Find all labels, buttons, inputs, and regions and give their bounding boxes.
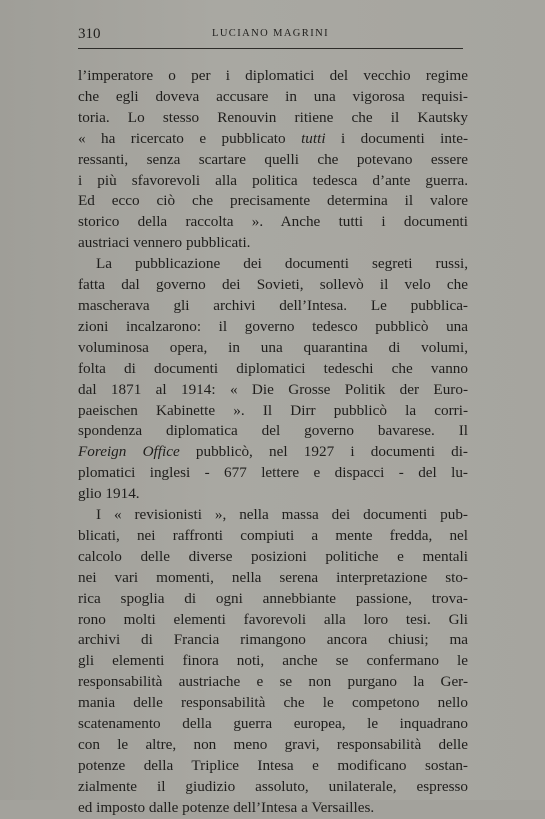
text-line bbox=[78, 777, 468, 798]
text-line bbox=[78, 756, 468, 777]
text-run: mania delle responsabilità che le competono nello bbox=[78, 694, 468, 712]
text-run: responsabilità austriache e se non purgano la Ger- bbox=[78, 673, 468, 691]
text-run: voluminosa opera, in una quarantina di volumi, bbox=[78, 338, 468, 356]
text-run: folta di documenti diplomatici tedeschi che vanno bbox=[78, 359, 468, 377]
italic-text: Foreign Office bbox=[78, 443, 180, 461]
paragraph bbox=[78, 505, 468, 819]
text-run: scatenamento della guerra europea, le inquadrano bbox=[78, 715, 468, 733]
text-run: « ha ricercato e pubblicato bbox=[78, 129, 302, 147]
text-line bbox=[78, 275, 468, 296]
text-line bbox=[78, 380, 468, 401]
text-line bbox=[78, 150, 468, 171]
text-line bbox=[78, 233, 468, 254]
text-run: Ed ecco ciò che precisamente determina il valore bbox=[78, 192, 468, 210]
text-run: blicati, nei raffronti compiuti a mente fredda, nel bbox=[78, 526, 468, 544]
text-line bbox=[78, 526, 468, 547]
text-line bbox=[78, 129, 468, 150]
text-run: ressanti, senza scartare quelli che potevano essere bbox=[78, 150, 468, 168]
text-run: ed imposto dalle potenze dell’Intesa a Versailles. bbox=[78, 798, 375, 816]
text-run: La pubblicazione dei documenti segreti russi, bbox=[96, 255, 468, 273]
text-run: austriaci vennero pubblicati. bbox=[78, 234, 251, 252]
text-run: toria. Lo stesso Renouvin ritiene che il Kautsky bbox=[78, 108, 468, 126]
text-run: calcolo delle diverse posizioni politiche e mentali bbox=[78, 547, 468, 565]
text-line bbox=[78, 66, 468, 87]
text-line bbox=[78, 442, 468, 463]
text-line bbox=[78, 254, 468, 275]
header-rule bbox=[78, 48, 463, 49]
text-run: i documenti inte- bbox=[325, 129, 469, 147]
body-text bbox=[78, 66, 468, 819]
text-run: rica spoglia di ogni annebbiante passione, trova- bbox=[78, 589, 468, 607]
text-line bbox=[78, 87, 468, 108]
text-run: nei vari momenti, nella serena interpretazione sto- bbox=[78, 568, 468, 586]
text-line bbox=[78, 610, 468, 631]
text-run: I « revisionisti », nella massa dei documenti pub- bbox=[96, 506, 468, 524]
text-line bbox=[78, 484, 468, 505]
text-line bbox=[78, 735, 468, 756]
text-line bbox=[78, 338, 468, 359]
text-line bbox=[78, 171, 468, 192]
paragraph bbox=[78, 66, 468, 254]
text-line bbox=[78, 589, 468, 610]
text-run: i più sfavorevoli alla politica tedesca d’ante guerra. bbox=[78, 171, 468, 189]
page-header bbox=[78, 26, 463, 46]
text-line bbox=[78, 651, 468, 672]
text-line bbox=[78, 568, 468, 589]
text-run: con le altre, non meno gravi, responsabilità delle bbox=[78, 736, 468, 753]
text-line bbox=[78, 191, 468, 212]
text-run: rono molti elementi favorevoli alla loro tesi. Gli bbox=[78, 610, 468, 628]
text-line bbox=[78, 693, 468, 714]
text-run: zialmente il giudizio assoluto, unilaterale, espresso bbox=[78, 777, 468, 795]
text-line bbox=[78, 630, 468, 651]
running-head: LUCIANO MAGRINI bbox=[212, 28, 329, 39]
italic-text: tutti bbox=[301, 129, 326, 147]
text-run: paeischen Kabinette ». Il Dirr pubblicò la corri- bbox=[78, 401, 468, 419]
text-run: archivi di Francia rimangono ancora chiusi; ma bbox=[78, 631, 468, 649]
paragraph bbox=[78, 254, 468, 505]
text-line bbox=[78, 547, 468, 568]
page-number: 310 bbox=[78, 26, 101, 42]
text-run: dal 1871 al 1914: « Die Grosse Politik der Euro- bbox=[78, 380, 468, 398]
text-line bbox=[78, 401, 468, 422]
text-run: potenze della Triplice Intesa e modificano sostan- bbox=[78, 756, 468, 774]
text-line bbox=[78, 212, 468, 233]
text-run: che egli doveva accusare in una vigorosa requisi- bbox=[78, 87, 468, 105]
text-line bbox=[78, 714, 468, 735]
text-run: plomatici inglesi - 677 lettere e dispacci - del lu- bbox=[78, 464, 468, 482]
text-run: pubblicò, nel 1927 i documenti di- bbox=[179, 443, 468, 461]
text-line bbox=[78, 421, 468, 442]
text-line bbox=[78, 798, 468, 819]
text-run: glio 1914. bbox=[78, 485, 140, 503]
text-line bbox=[78, 672, 468, 693]
text-run: spondenza diplomatica del governo bavarese. Il bbox=[78, 422, 468, 440]
text-line bbox=[78, 359, 468, 380]
text-line bbox=[78, 463, 468, 484]
text-line bbox=[78, 296, 468, 317]
text-line bbox=[78, 505, 468, 526]
text-line bbox=[78, 317, 468, 338]
text-run: gli elementi finora noti, anche se confermano le bbox=[78, 652, 468, 670]
text-run: mascherava gli archivi dell’Intesa. Le pubblica- bbox=[78, 296, 468, 314]
text-line bbox=[78, 108, 468, 129]
text-run: l’imperatore o per i diplomatici del vecchio regime bbox=[78, 67, 468, 84]
text-run: storico della raccolta ». Anche tutti i documenti bbox=[78, 213, 468, 231]
text-run: fatta dal governo dei Sovieti, sollevò il velo che bbox=[78, 276, 468, 294]
text-run: zioni incalzarono: il governo tedesco pubblicò una bbox=[78, 317, 468, 335]
